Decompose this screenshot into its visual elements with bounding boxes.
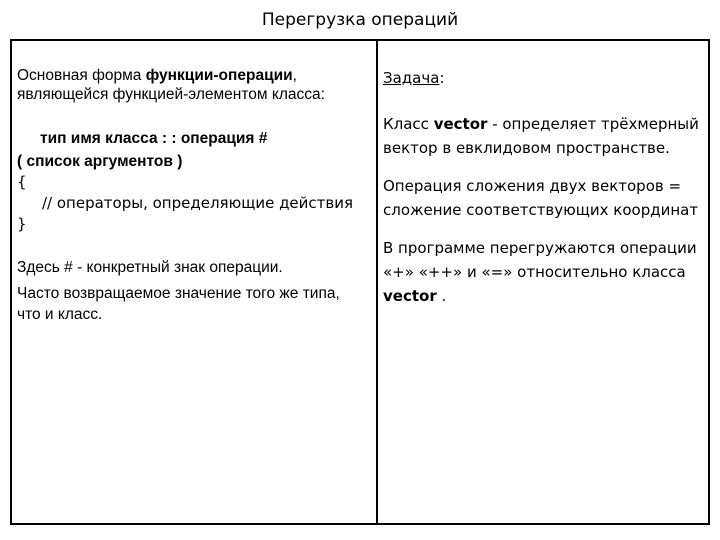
task-colon: : — [439, 69, 445, 87]
note-return: Часто возвращаемое значение того же типа, что и класс. — [17, 285, 340, 323]
left-column — [17, 66, 367, 325]
task-label: Задача — [383, 69, 440, 87]
code-comment-text: // операторы, определяющие действия — [42, 194, 354, 212]
right-column — [383, 66, 705, 308]
intro-part1: Основная форма — [17, 67, 146, 84]
column-divider — [376, 39, 378, 525]
p3-part1: В программе перегружаются операции «+» «++» и «=» относительно класса — [383, 239, 697, 281]
p3-bold: vector — [383, 287, 437, 305]
brace-close: } — [17, 215, 27, 233]
task-heading — [383, 66, 705, 90]
syntax-line1-text: тип имя класса : : операция # — [40, 130, 268, 147]
syntax-line1 — [17, 129, 367, 148]
code-comment — [17, 194, 367, 213]
note-sign: Здесь # - конкретный знак операции. — [17, 259, 283, 276]
paragraph-overload — [383, 236, 705, 308]
brace-open: { — [17, 173, 27, 191]
p3-part2: . — [436, 287, 447, 305]
slide-title: Перегрузка операций — [261, 10, 459, 30]
p1-part1: Класс — [383, 115, 434, 133]
intro-text — [17, 66, 367, 104]
p1-bold: vector — [433, 115, 488, 133]
intro-bold: функции-операции — [145, 67, 293, 84]
syntax-line2-text: ( список аргументов ) — [17, 153, 183, 170]
p1-part2: - определяет трёхмерный вектор в евклидовом пространстве. — [383, 115, 699, 157]
intro-part2: , являющейся функцией-элементом класса: — [17, 67, 325, 103]
syntax-line2 — [17, 152, 367, 171]
paragraph-addition: Операция сложения двух векторов = сложение соответствующих координат — [383, 177, 699, 219]
paragraph-vector — [383, 112, 705, 160]
